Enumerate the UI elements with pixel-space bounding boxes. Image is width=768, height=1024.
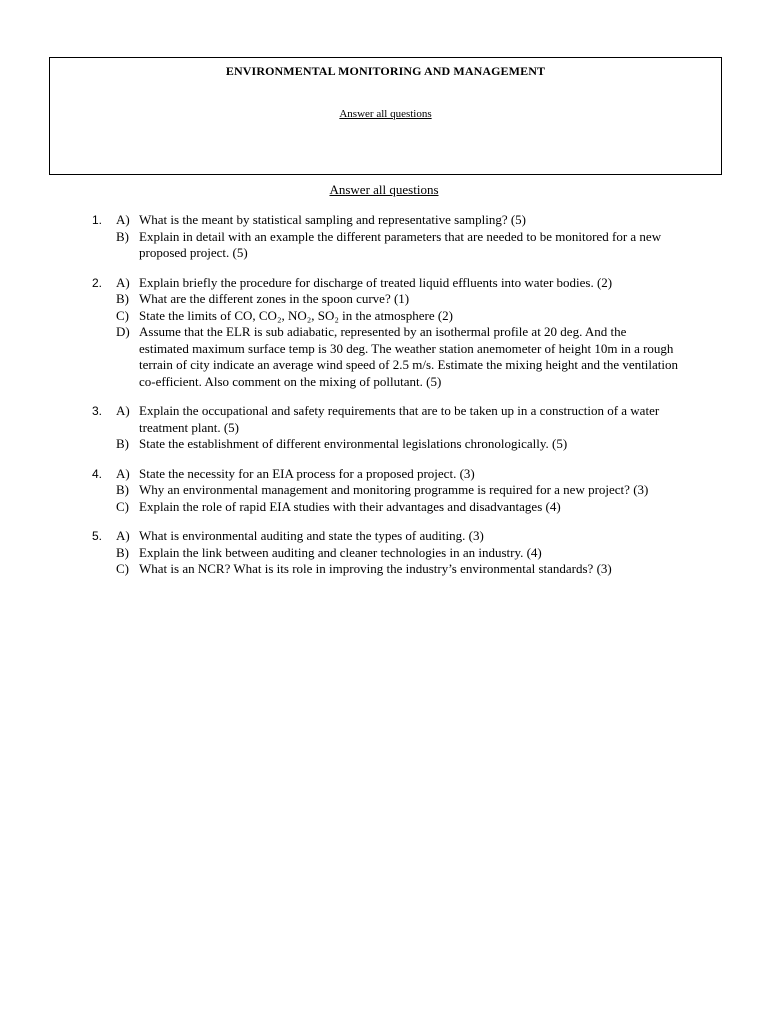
part-text: Assume that the ELR is sub adiabatic, represented by an isothermal profile at 20 deg. And the estimated maximum surface temp is 30 deg. The weather station anemometer of height 10m in a rough terrain of city indicate an average wind speed of 2.5 m/s. Estimate the mixing height and the ventilation co-efficient. Also comment on the mixing of pollutant. (5)	[139, 324, 678, 389]
question-part	[0, 324, 679, 390]
question-part	[0, 436, 679, 453]
part-text: State the necessity for an EIA process for a proposed project. (3)	[139, 465, 475, 481]
part-text: Explain briefly the procedure for discharge of treated liquid effluents into water bodies. (2)	[139, 274, 613, 290]
question-number: 5.	[92, 529, 103, 543]
part-text: Explain the link between auditing and cleaner technologies in an industry. (4)	[139, 544, 542, 560]
question-number: 4.	[92, 466, 103, 481]
question-part	[0, 482, 679, 499]
part-label: C)	[116, 561, 129, 576]
part-label: A)	[116, 212, 130, 227]
question-part	[0, 466, 679, 483]
question-number: 2.	[92, 275, 103, 290]
part-text: State the establishment of different environmental legislations chronologically. (5)	[139, 436, 568, 451]
question-2	[0, 275, 768, 391]
part-label: A)	[116, 274, 130, 290]
part-text: Explain the role of rapid EIA studies with their advantages and disadvantages (4)	[139, 498, 561, 514]
part-text: State the limits of CO, CO₂, NO₂, SO₂ in the atmosphere (2)	[139, 307, 454, 323]
question-5	[0, 528, 768, 578]
question-1	[0, 212, 768, 262]
question-part	[0, 528, 679, 545]
question-part	[0, 545, 679, 562]
question-part	[0, 291, 679, 308]
part-label: C)	[116, 307, 129, 323]
question-list	[0, 212, 768, 591]
question-part	[0, 275, 679, 292]
part-label: C)	[116, 498, 129, 514]
question-part	[0, 499, 679, 516]
question-3	[0, 403, 768, 453]
part-label: A)	[116, 403, 130, 418]
part-label: B)	[116, 291, 129, 306]
part-text: Explain in detail with an example the different parameters that are needed to be monitored for a new proposed project. (5)	[139, 228, 662, 260]
instruction-heading: Answer all questions	[329, 182, 439, 197]
part-text: Explain the occupational and safety requirements that are to be taken up in a construction of a water treatment plant. (5)	[139, 403, 660, 435]
question-part	[0, 229, 679, 262]
part-text: Why an environmental management and monitoring programme is required for a new project? (3)	[139, 482, 649, 497]
header-box	[49, 57, 722, 175]
part-text: What is environmental auditing and state the types of auditing. (3)	[139, 528, 484, 543]
part-label: B)	[116, 436, 129, 451]
part-label: B)	[116, 228, 129, 244]
question-part	[0, 561, 679, 578]
part-label: B)	[116, 544, 129, 560]
part-text: What is the meant by statistical sampling and representative sampling? (5)	[139, 212, 526, 227]
question-part	[0, 308, 679, 325]
part-text: What are the different zones in the spoon curve? (1)	[139, 291, 410, 306]
question-number: 1.	[92, 213, 103, 227]
part-label: A)	[116, 465, 130, 481]
header-instruction: Answer all questions	[339, 108, 432, 120]
question-4	[0, 466, 768, 516]
document-title: ENVIRONMENTAL MONITORING AND MANAGEMENT	[225, 64, 546, 78]
part-label: D)	[116, 324, 130, 339]
question-number: 3.	[92, 404, 103, 418]
part-text: What is an NCR? What is its role in improving the industry’s environmental standards? (3)	[139, 561, 612, 576]
part-label: B)	[116, 482, 129, 497]
part-label: A)	[116, 528, 130, 543]
question-part	[0, 212, 679, 229]
question-part	[0, 403, 679, 436]
